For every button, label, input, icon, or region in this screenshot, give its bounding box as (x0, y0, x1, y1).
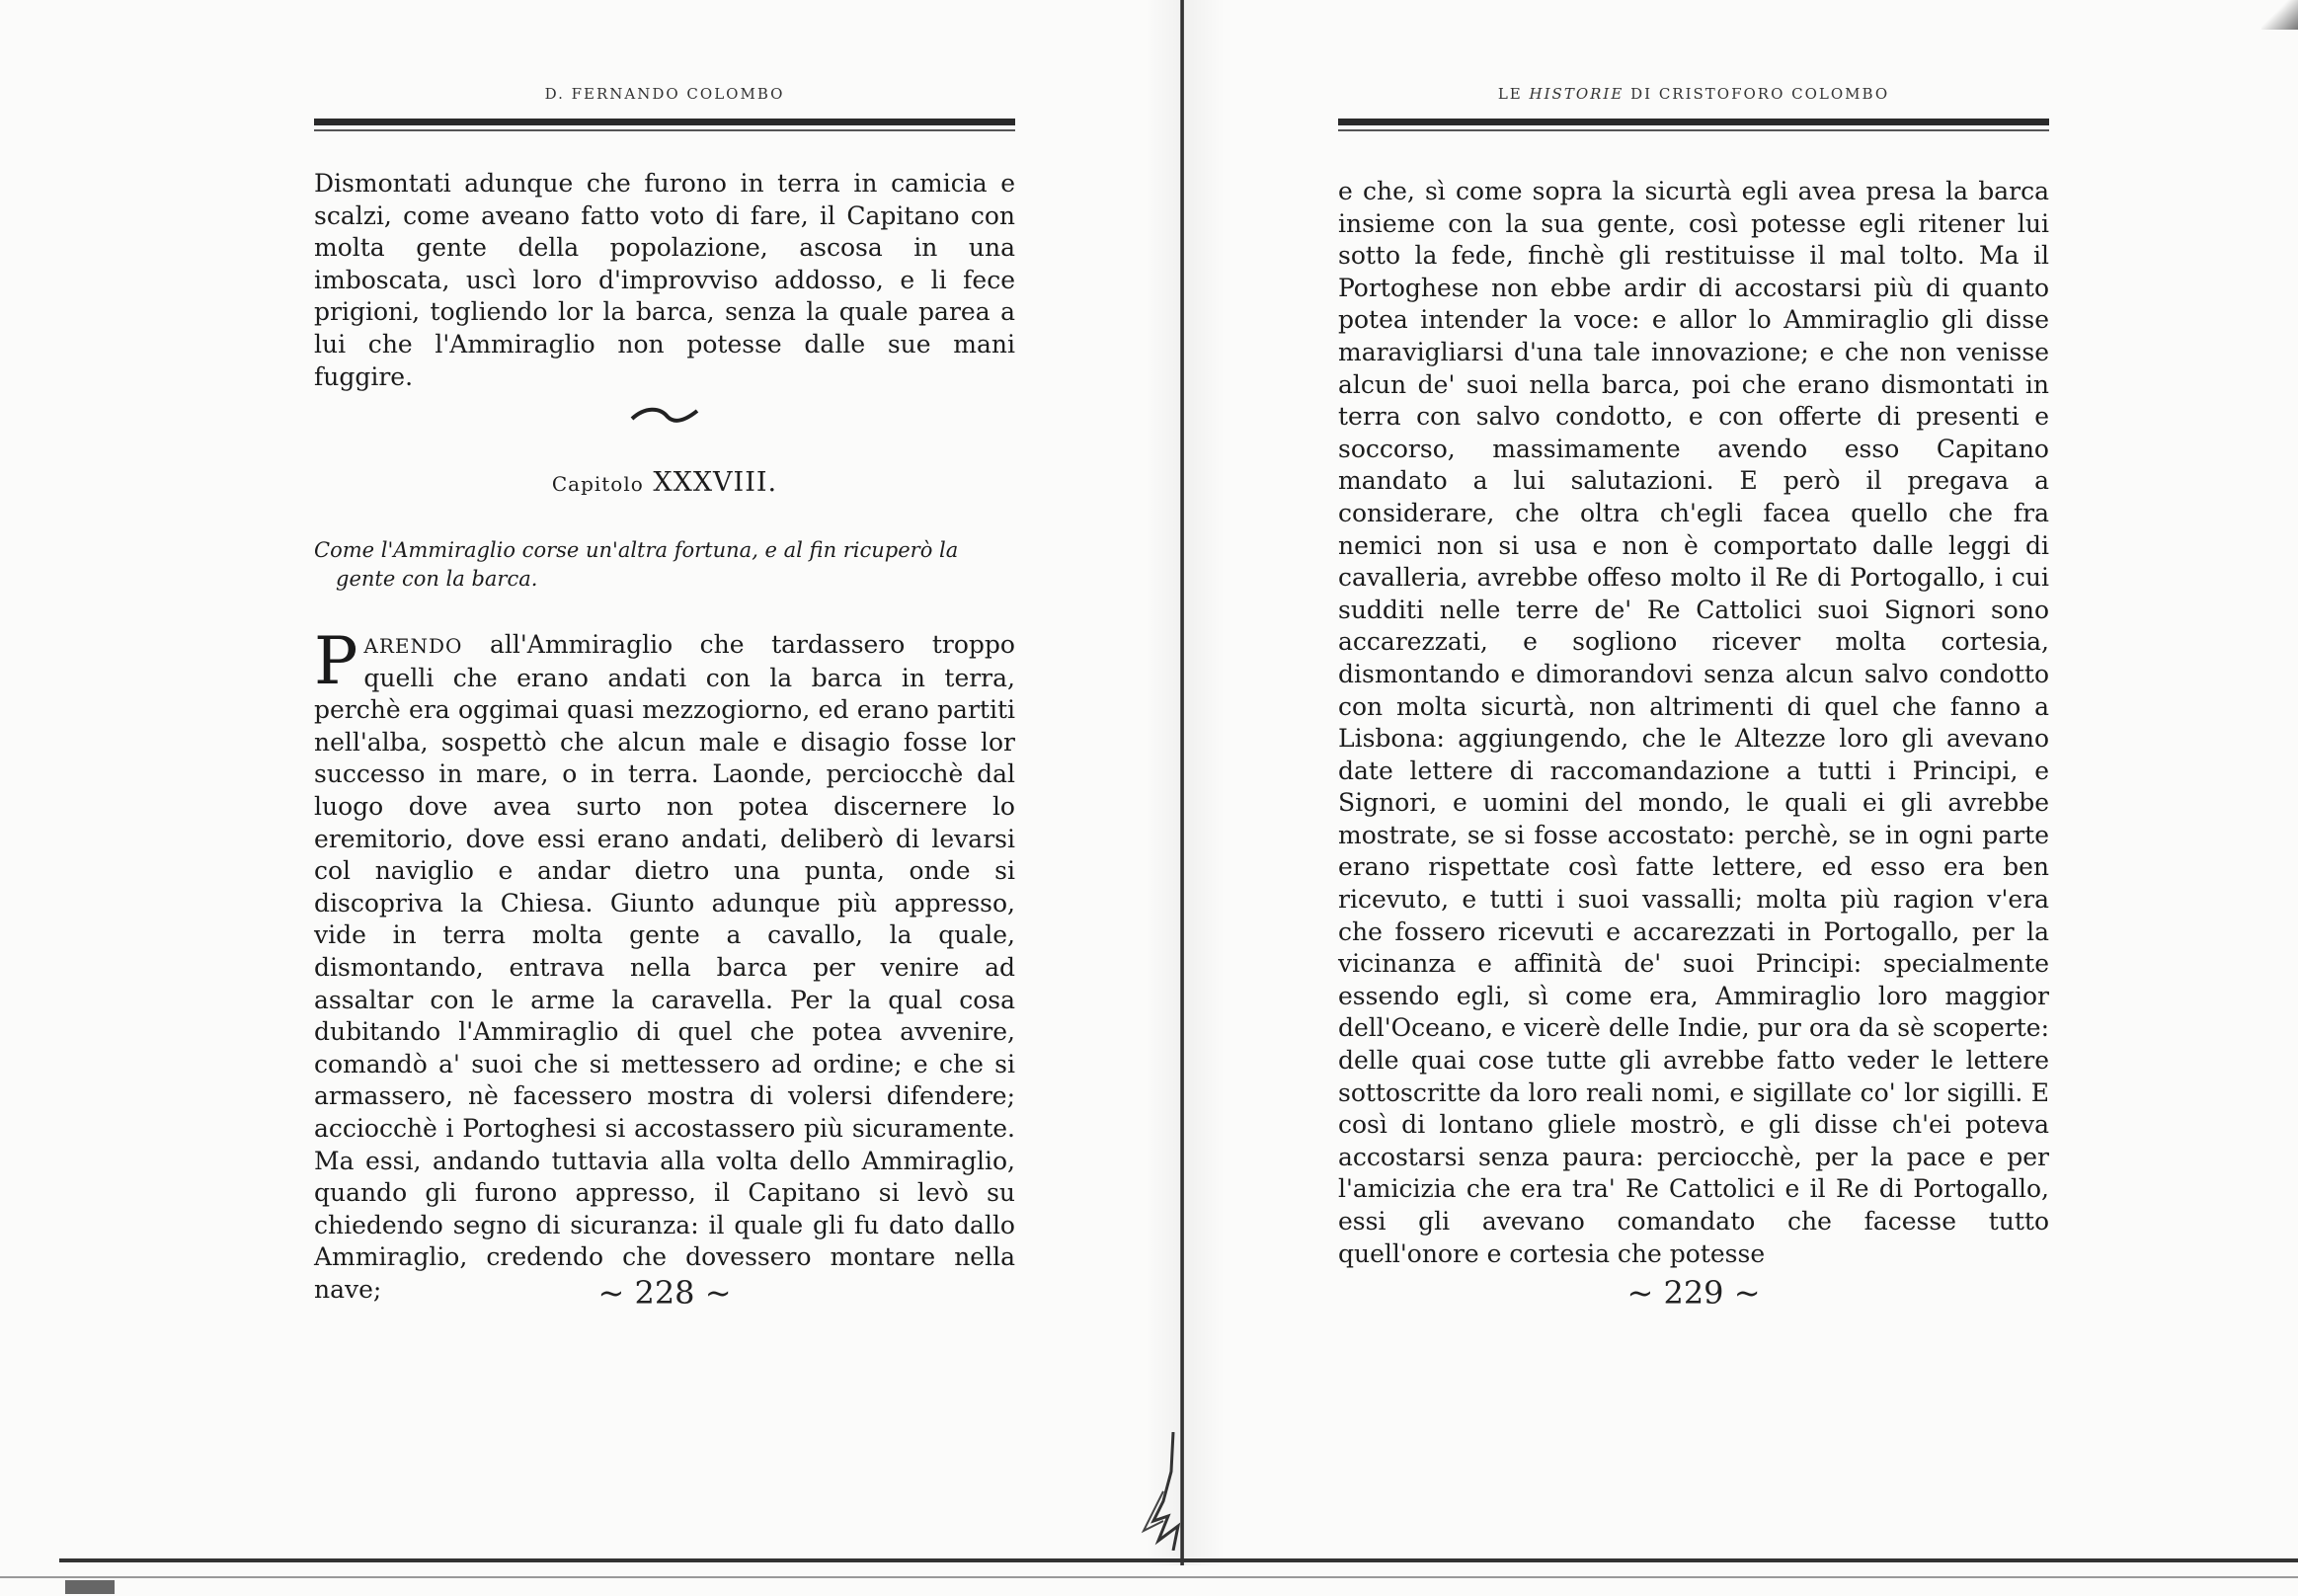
header-rule (1338, 119, 2049, 125)
page-number: ~ 229 ~ (1626, 1274, 1761, 1312)
drop-cap: P (314, 623, 358, 699)
tilde-ornament (630, 405, 699, 425)
paragraph-text: e che, sì come sopra la sicurtà egli avea presa la barca insieme con la sua gente, così potesse egli ritener lui sotto la fede, finchè gli restituisse il mal tolto. Ma il Portoghese non ebbe ardir di accostarsi più di quanto potea intender la voce: e allor lo Ammiraglio gli disse maravigliarsi d'una tale innovazione; e che non venisse alcun de' suoi nella barca, poi che erano dismontati in terra con salvo condotto, e con offerte di presenti e soccorso, massimamente avendo esso Capitano mandato a lui salutazioni. E però il pregava a considerare, che oltra ch'egli facea quello che fra nemici non si usa e non è comportato dalle leggi di cavalleria, avrebbe offeso molto il Re di Portogallo, i cui sudditi nelle terre de' Re Cattolici suoi Signori sono accarezzati, e sogliono ricever molta cortesia, dismontando e dimorandovi senza alcun salvo condotto con molta sicurtà, non altrimenti di quel che fanno a Lisbona: aggiungendo, che le Altezze loro gli avevano date lettere di raccomandazione a tutti i Principi, e Signori, e uomini del mondo, le quali ei gli avrebbe mostrate, se si fosse accostato: perchè, se in ogni parte erano rispettate così fatte lettere, ed esso era ben ricevuto, e tutti i suoi vassalli; molta più ragion v'era che fossero ricevuti e accarezzati in Portogallo, per la vicinanza e affinità de' suoi Principi: specialmente essendo egli, sì come era, Ammiraglio loro maggior dell'Oceano, e vicerè delle Indie, pur ora da sè scoperte: delle quai cose tutte gli avrebbe fatto veder le lettere sottoscritte da loro reali nomi, e sigillate co' lor sigilli. E così di lontano gliele mostrò, e gli disse ch'ei poteva accostarsi senza paura: perciocchè, per la pace e per l'amicizia che era tra' Re Cattolici e il Re di Portogallo, essi gli avevano comandato che facesse tutto quell'onore e cortesia che potesse (1338, 177, 2049, 1268)
scan-corner-shadow (2261, 0, 2298, 30)
body-paragraph (314, 623, 1015, 1306)
running-head-prefix: LE (1497, 85, 1523, 103)
opening-paragraph (314, 168, 1015, 393)
paragraph-text: Dismontati adunque che furono in terra in camicia e scalzi, come aveano fatto voto di fare, il Capitano con molta gente della popolazione, ascosa in una imboscata, uscì loro d'improvviso addosso, e li fece prigioni, togliendo lor la barca, senza la quale parea a lui che l'Ammiraglio non potesse dalle sue mani fuggire. (314, 169, 1015, 391)
page-number: ~ 228 ~ (597, 1274, 732, 1312)
running-head (1338, 85, 2049, 103)
chapter-summary-line1: Come l'Ammiraglio corse un'altra fortuna, e al fin ricuperò la (314, 538, 959, 562)
gutter-shadow (1146, 0, 1225, 1565)
chapter-title (314, 467, 1015, 498)
running-head-suffix: DI CRISTOFORO COLOMBO (1630, 85, 1890, 103)
first-word-smallcaps: ARENDO (363, 634, 463, 658)
chapter-number: XXXVIII. (653, 467, 778, 498)
chapter-label: Capitolo (551, 472, 644, 496)
header-rule (314, 119, 1015, 125)
page-bottom-edge (59, 1558, 2298, 1562)
paragraph-text: all'Ammiraglio che tardassero troppo quelli che erano andati con la barca in terra, perchè era oggimai quasi mezzogiorno, ed erano partiti nell'alba, sospettò che alcun male e disagio fosse lor successo in mare, o in terra. Laonde, perciocchè dal luogo dove avea surto non potea discernere lo eremitorio, dove essi erano andati, deliberò di levarsi col naviglio e andar dietro una punta, onde si discopriva la Chiesa. Giunto adunque più appresso, vide in terra molta gente a cavallo, la quale, dismontando, entrava nella barca per venire ad assaltar con le arme la caravella. Per la qual cosa dubitando l'Ammiraglio di quel che potea avvenire, comandò a' suoi che si mettessero ad ordine; e che si armassero, nè facessero mostra di volersi difendere; acciocchè i Portoghesi si accostassero più sicuramente. Ma essi, andando tuttavia alla volta dello Ammiraglio, quando gli furono appresso, il Capitano si levò su chiedendo segno di sicuranza: il quale gli fu dato dallo Ammiraglio, credendo che dovessero montare nella nave; (314, 630, 1015, 1304)
header-rule-thin (1338, 129, 2049, 131)
page-bottom-edge-thin (0, 1576, 2298, 1578)
running-head: D. FERNANDO COLOMBO (544, 85, 785, 103)
running-head-italic: HISTORIE (1529, 85, 1624, 103)
body-paragraph (1338, 176, 2049, 1270)
chapter-summary-line2: gente con la barca. (336, 567, 538, 591)
chapter-summary (314, 536, 1015, 594)
book-gutter (1180, 0, 1184, 1565)
scan-corner-mark (65, 1580, 115, 1594)
gutter-scribble (1134, 1432, 1213, 1551)
header-rule-thin (314, 129, 1015, 131)
